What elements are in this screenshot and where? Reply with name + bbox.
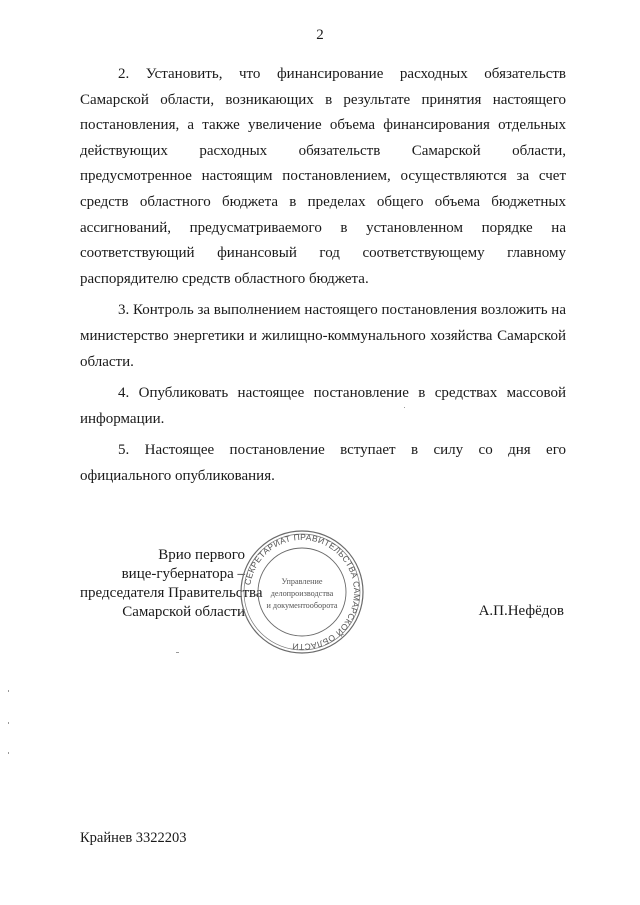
scan-speck [8,752,9,754]
official-stamp [238,528,366,656]
scan-speck [8,722,9,724]
signatory-position-line: Врио первого [158,547,245,563]
signatory-position-line: председателя Правительства [80,585,263,601]
paragraph-2: 2. Установить, что финансирование расходных обязательств Самарской области, возникающих в результате принятия настоящего постановления, а также увеличение объема финансирования отдельных действующих расходных обязательств Самарской области, предусмотренное настоящим постановлением, осуществляются за счет средств областного бюджета в пределах общего объема бюджетных ассигнований, предусматриваемого в установленном порядке на соответствующий финансовый год соответствующему главному распорядителю средств областного бюджета. [80,66,566,287]
stamp-center-line: и документооборота [266,601,338,610]
page-number: 2 [316,27,324,43]
signatory-position [80,546,263,622]
signatory-position-line: Самарской области [122,604,245,620]
stamp-seal [238,528,366,656]
stamp-ring-text: СЕКРЕТАРИАТ ПРАВИТЕЛЬСТВА САМАРСКОЙ ОБЛАСТИ [242,531,363,653]
paragraph-4: 4. Опубликовать настоящее постановление в средствах массовой информации. [80,385,566,427]
executor-info: Крайнев 3322203 [80,830,187,846]
signer-name: А.П.Нефёдов [478,603,564,619]
scan-speck [404,407,405,408]
stamp-center-line: Управление [281,577,323,586]
paragraph-5: 5. Настоящее постановление вступает в силу со дня его официального опубликования. [80,442,566,484]
scan-speck [176,652,179,653]
scan-speck [8,690,9,692]
stamp-center-line: делопроизводства [270,589,334,598]
document-body [80,62,566,496]
paragraph-3: 3. Контроль за выполнением настоящего постановления возложить на министерство энергетики и жилищно-коммунального хозяйства Самарской области. [80,302,566,370]
signatory-position-line: вице-губернатора – [121,566,245,582]
